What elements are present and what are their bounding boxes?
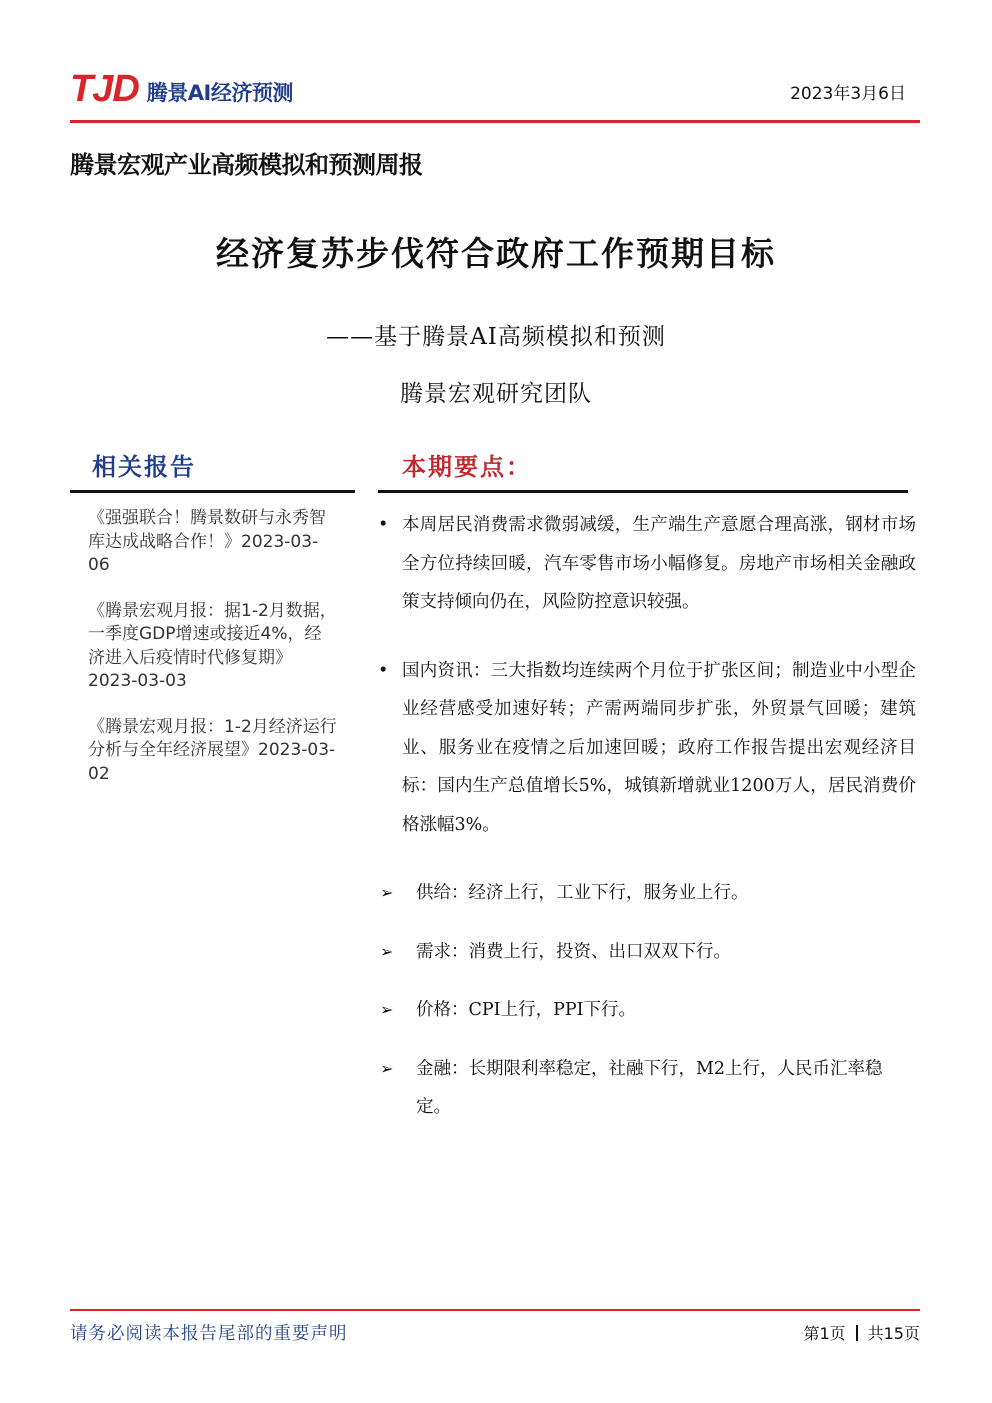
arrow-bullet-icon: ➢ [380,941,394,961]
sub-item-text: 供给：经济上行，工业下行，服务业上行。 [416,883,749,903]
highlight-text: 国内资讯：三大指数均连续两个月位于扩张区间；制造业中小型企业经营感受加速好转；产需两端同步扩张，外贸景气回暖；建筑业、服务业在疫情之后加速回暖；政府工作报告提出宏观经济目标：国内生产总值增长5%，城镇新增就业1200万人，居民消费价格涨幅3%。 [402,660,916,835]
bullet-dot-icon: • [378,515,389,535]
author-team: 腾景宏观研究团队 [400,381,592,407]
highlight-sub-item [378,1050,916,1127]
related-reports-heading: 相关报告 [92,452,196,481]
related-report-item[interactable]: 《腾景宏观月报：1-2月经济运行分析与全年经济展望》2023-03-02 [88,716,337,784]
arrow-bullet-icon: ➢ [380,1000,394,1019]
related-reports-list [70,507,360,786]
arrow-bullet-icon: ➢ [380,883,394,902]
highlight-text: 本周居民消费需求微弱减缓，生产端生产意愿合理高涨，钢材市场全方位持续回暖，汽车零售市场小幅修复。房地产市场相关金融政策支持倾向仍在，风险防控意识较强。 [402,515,916,612]
related-reports-panel [70,448,360,808]
company-logo [70,68,293,110]
bullet-dot-icon: • [378,660,389,681]
highlights-list [378,506,923,1147]
page-header [70,64,920,120]
footer-divider [70,1309,920,1311]
main-title: 经济复苏步伐符合政府工作预期目标 [216,234,776,273]
related-report-item[interactable]: 《强强联合！腾景数研与永秀智库达成战略合作！》2023-03-06 [88,508,326,575]
sub-item-text: 价格：CPI上行，PPI下行。 [416,1000,637,1020]
highlight-sub-item [378,933,916,972]
sub-item-text: 金融：长期限利率稳定，社融下行，M2上行，人民币汇率稳定。 [416,1058,883,1117]
report-date: 2023年3月6日 [790,84,906,104]
subtitle: ——基于腾景AI高频模拟和预测 [326,324,666,350]
highlight-sub-item [378,991,916,1030]
logo-mark: TJD [70,68,139,110]
highlight-bullet [378,652,916,845]
footer-disclaimer: 请务必阅读本报告尾部的重要声明 [70,1324,348,1344]
page-separator [856,1325,858,1341]
related-reports-divider [70,490,355,493]
header-divider [70,120,920,123]
series-title: 腾景宏观产业高频模拟和预测周报 [70,151,423,179]
highlight-sub-item [378,874,916,913]
highlight-bullet [378,506,916,622]
page-indicator [803,1321,920,1344]
related-report-item[interactable]: 《腾景宏观月报：据1-2月数据，一季度GDP增速或接近4%，经济进入后疫情时代修复期》2023-03-03 [88,600,337,691]
current-page: 第1页 [803,1324,846,1343]
logo-text: 腾景AI经济预测 [146,81,293,105]
highlights-heading: 本期要点： [402,452,532,481]
highlights-divider [378,490,908,493]
sub-item-text: 需求：消费上行，投资、出口双双下行。 [416,941,731,962]
arrow-bullet-icon: ➢ [380,1058,394,1078]
highlights-header [378,448,923,493]
total-pages: 共15页 [867,1324,920,1343]
